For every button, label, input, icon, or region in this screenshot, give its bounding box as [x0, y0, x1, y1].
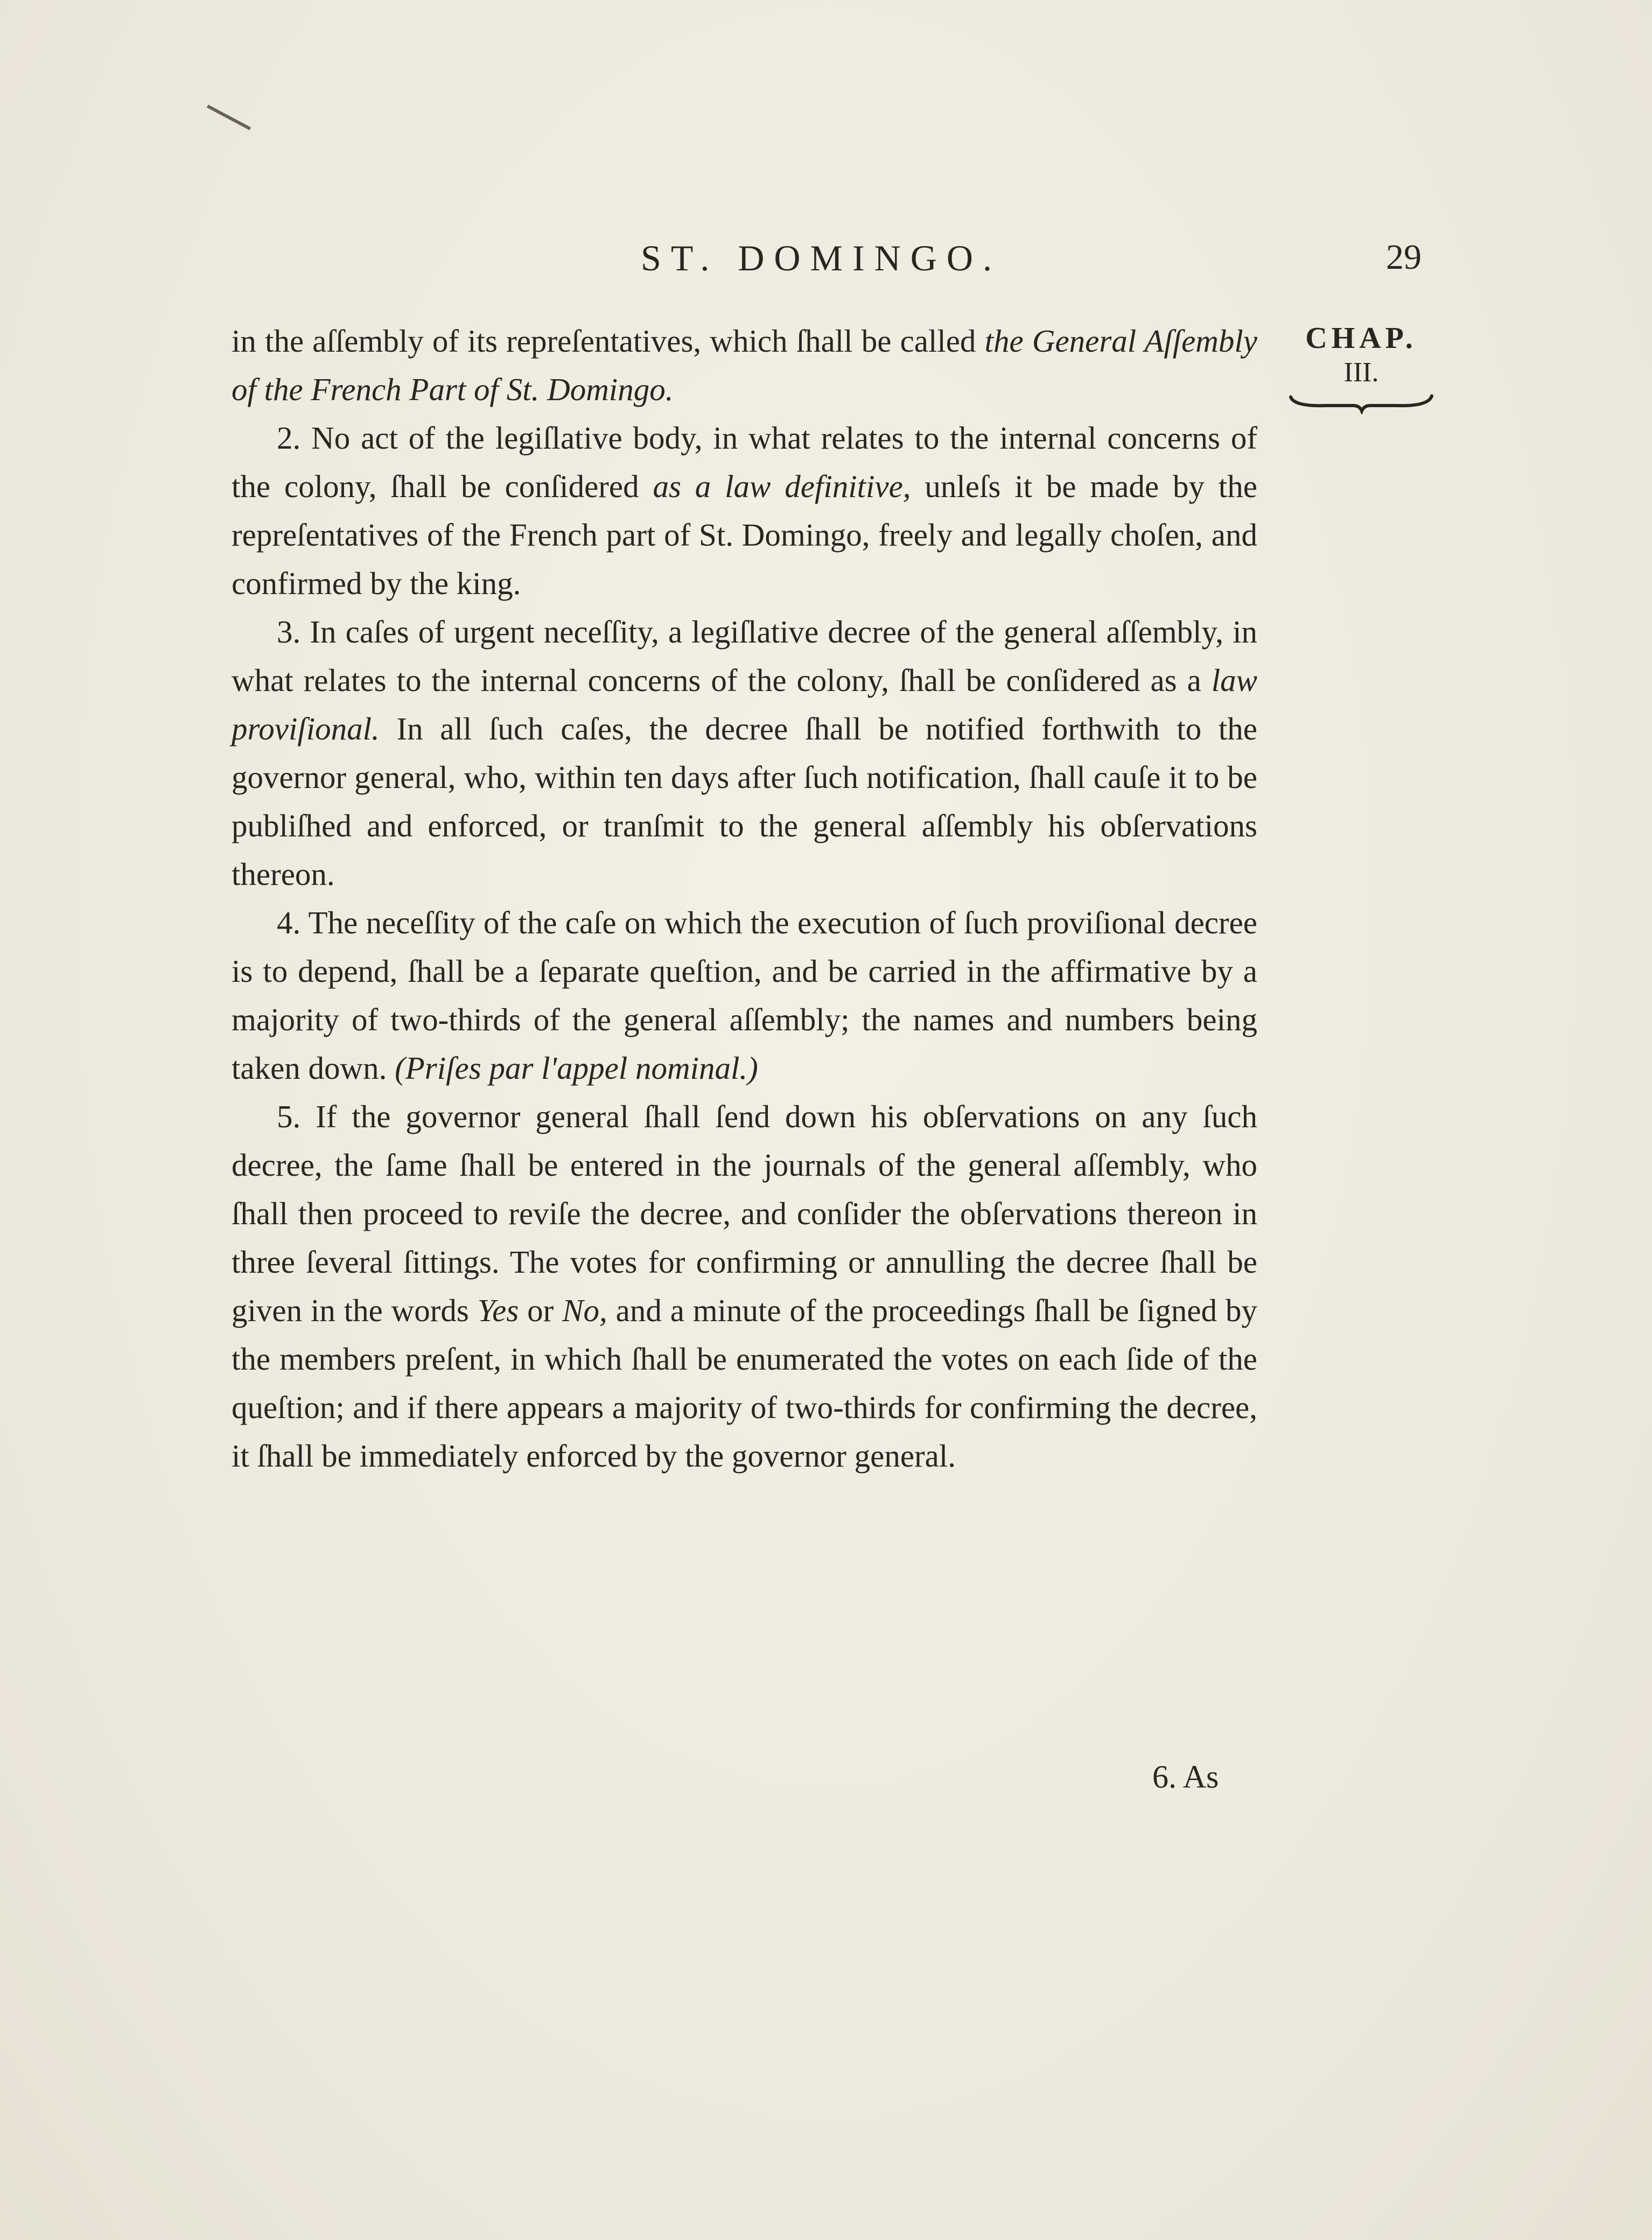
brace-icon — [1289, 393, 1434, 414]
text-run: unleſs it be made by the repreſentatives of the French part of St. Domingo, freely and legally choſen, and confirmed by the king. — [232, 469, 1257, 601]
margin-note-chapter — [1280, 321, 1442, 414]
body-text — [232, 317, 1257, 1480]
paragraph-3 — [232, 608, 1257, 898]
ink-mark — [207, 104, 251, 130]
page-number: 29 — [1386, 238, 1422, 277]
text-run: In all ſuch caſes, the decree ſhall be notified forthwith to the governor general, who, within ten days after ſuch notification, ſhall cauſe it to be publiſhed and enforced, or tranſmit to the general aſſembly his obſervations thereon. — [232, 711, 1257, 892]
margin-note-chap: CHAP. — [1305, 322, 1417, 355]
italic-run: No, — [562, 1293, 607, 1328]
italic-run: (Priſes par l'appel nominal.) — [395, 1050, 758, 1086]
paragraph-4 — [232, 898, 1257, 1092]
text-run: 4. The neceſſity of the caſe on which the execution of ſuch proviſional decree is to depend, ſhall be a ſeparate queſtion, and be carried in the affirmative by a majority of two-thirds of the general aſſembly; the names and numbers being taken down. — [232, 905, 1257, 1086]
text-run: in the aſſembly of its repreſentatives, which ſhall be called — [232, 323, 985, 359]
text-run: 5. If the governor general ſhall ſend down his obſervations on any ſuch decree, the ſame ſhall be entered in the journals of the general aſſembly, who ſhall then proceed to reviſe the decree, and conſider the obſervations thereon in three ſeveral ſittings. The votes for confirming or annulling the decree ſhall be given in the words — [232, 1099, 1257, 1328]
text-run: 3. In caſes of urgent neceſſity, a legiſlative decree of the general aſſembly, in what relates to the internal concerns of the colony, ſhall be conſidered as a — [232, 614, 1257, 698]
text-run: 2. No act of the legiſlative body, in what relates to the internal concerns of the colony, ſhall be conſidered — [232, 420, 1257, 504]
italic-run: as a law definitive, — [653, 469, 911, 504]
italic-run: Yes — [477, 1293, 519, 1328]
italic-run: the General Aſſembly of the French Part of St. Domingo. — [232, 323, 1257, 407]
running-head — [226, 237, 1422, 285]
paragraph-5 — [232, 1092, 1257, 1480]
catchword: 6. As — [1152, 1759, 1219, 1795]
italic-run: law proviſional. — [232, 662, 1257, 746]
text-run: or — [519, 1293, 563, 1328]
paragraph-1 — [232, 317, 1257, 414]
running-title: ST. DOMINGO. — [641, 238, 1002, 278]
margin-note-roman: III. — [1343, 357, 1379, 388]
text-run: and a minute of the proceedings ſhall be ſigned by the members preſent, in which ſhall be enumerated the votes on each ſide of the queſtion; and if there appears a majority of two-thirds for confirming the decree, it ſhall be immediately enforced by the governor general. — [232, 1293, 1257, 1474]
paragraph-2 — [232, 414, 1257, 608]
